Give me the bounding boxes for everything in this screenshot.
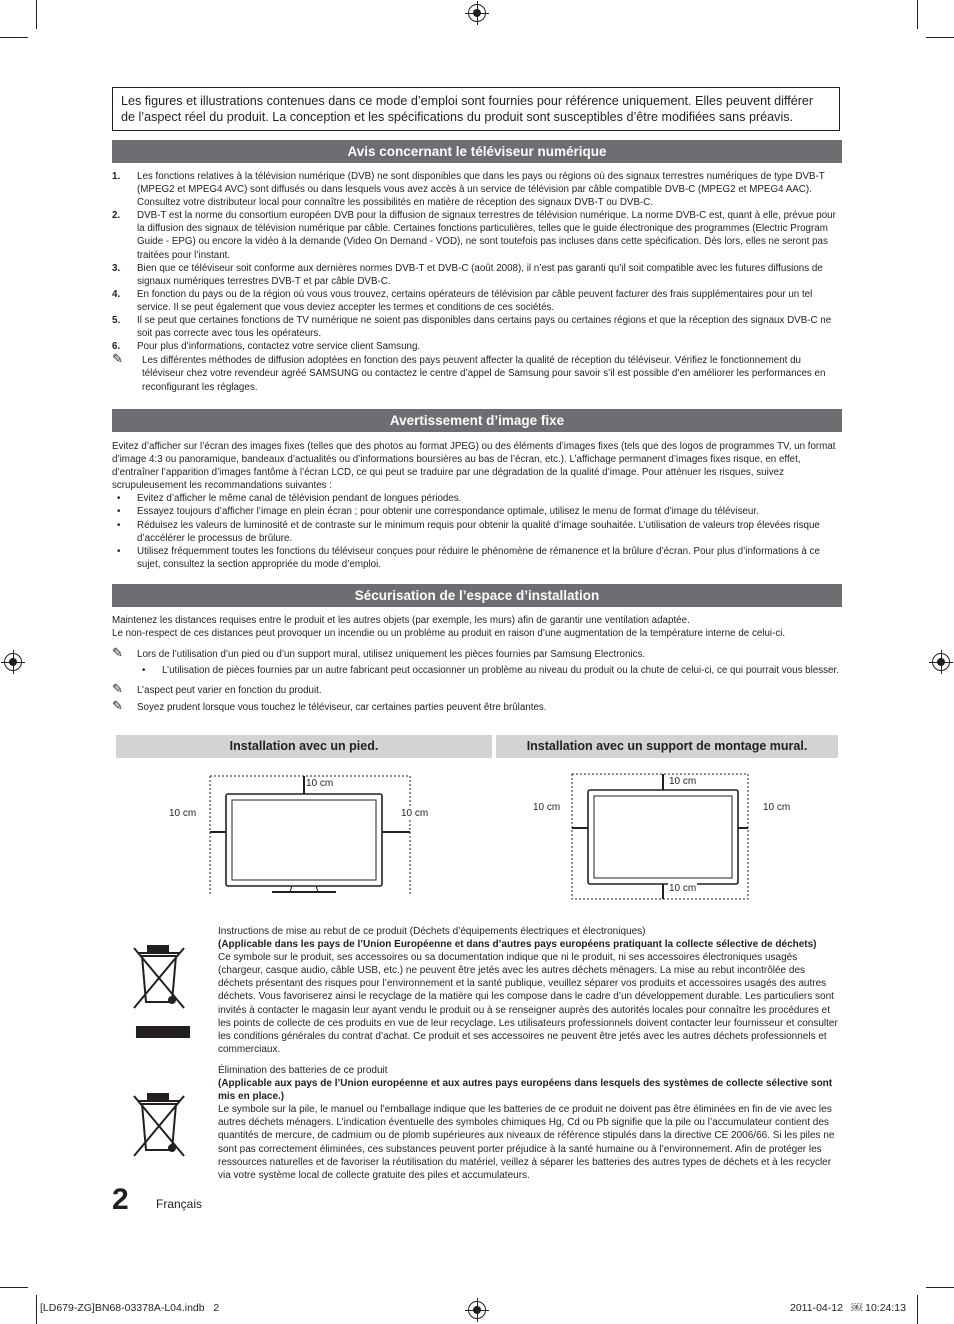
still-image-section: [112, 440, 842, 571]
pencil-note-icon: ✎: [112, 681, 123, 697]
page-language: Français: [156, 1197, 203, 1211]
list-item: • Essayez toujours d’afficher l’image en plein écran ; pour obtenir une correspondance optimale, utilisez le menu de format d’image du téléviseur.: [112, 505, 842, 518]
disclaimer-notice: Les figures et illustrations contenues dans ce mode d’emploi sont fournies pour référence uniquement. Elles peuvent différer de l’aspect réel du produit. La conception et les spécifications du produit sont susceptibles d’être modifiées sans préavis.: [112, 87, 840, 131]
wall-mount-installation-diagram: [530, 768, 800, 904]
registration-mark-icon: [4, 653, 22, 671]
dimension-label-top: 10 cm: [669, 776, 697, 787]
battery-body: Le symbole sur la pile, le manuel ou l’emballage indique que les batteries de ce produit ne doivent pas être éliminées en fin de vie avec les autres déchets ménagers. L’indication éventuelle des symboles chimiques Hg, Cd ou Pb signifie que la pile ou l’accumulateur contient des quantités de mercure, de cadmium ou de plomb supérieures aux niveaux de référence stipulés dans la directive CE 2006/66. Si les piles ne sont pas correctement éliminées, ces substances peuvent porter préjudice à la santé humaine ou à l’environnement. Afin de protéger les ressources naturelles et de favoriser la réutilisation du matériel, veillez à séparer les batteries des autres types de déchets et à les recycler via votre système local de collecte gratuite des piles et accumulateurs.: [218, 1104, 835, 1181]
dimension-label-right: 10 cm: [763, 802, 791, 813]
print-file-name: [LD679-ZG]BN68-03378A-L04.indb 2: [40, 1302, 220, 1314]
crop-mark: [917, 1295, 918, 1324]
dimension-label-left: 10 cm: [169, 808, 197, 819]
crop-mark: [0, 37, 28, 38]
column-header-wall-mount: Installation avec un support de montage mural.: [496, 735, 838, 758]
registration-mark-icon: [932, 653, 950, 671]
installation-intro-2: Le non-respect de ces distances peut provoquer un incendie ou un problème au produit en raison d’une augmentation de la température interne de celui-ci.: [112, 628, 786, 640]
dimension-label-bottom: 10 cm: [669, 883, 697, 894]
note: ✎ Soyez prudent lorsque vous touchez le téléviseur, car certaines parties peuvent être brûlantes.: [112, 698, 547, 714]
note: ✎ Les différentes méthodes de diffusion adoptées en fonction des pays peuvent affecter la qualité de réception du téléviseur. Vérifiez le fonctionnement du téléviseur chez votre revendeur agréé SAMSUNG ou contactez le centre d’appel de Samsung pour savoir s’il est possible d’en améliorer les performances en reconfigurant les réglages.: [112, 351, 826, 393]
digital-tv-section: [112, 170, 842, 394]
crop-mark: [36, 1295, 37, 1324]
print-date: 2011-04-12 ￼ 10:24:13: [790, 1302, 906, 1314]
digital-tv-list: [112, 170, 842, 353]
note: ✎ L’aspect peut varier en fonction du produit.: [112, 681, 322, 697]
list-item: 3. Bien que ce téléviseur soit conforme aux dernières normes DVB-T et DVB-C (août 2008), il n’est pas garanti qu’il soit compatible avec les futures diffusions de signaux numériques terrestres DVB-T et par câble DVB-C.: [112, 262, 823, 287]
list-item: 6. Pour plus d’informations, contactez votre service client Samsung.: [112, 341, 421, 353]
crop-mark: [926, 37, 954, 38]
pencil-note-icon: ✎: [112, 698, 123, 714]
dimension-label-left: 10 cm: [533, 802, 561, 813]
still-image-list: [112, 492, 842, 571]
list-item: • Réduisez les valeurs de luminosité et de contraste sur le minimum requis pour obtenir la qualité d’image souhaitée. L’utilisation de valeurs trop élevées risque d’accélérer le processus de brûlure.: [112, 519, 842, 545]
dimension-label-top: 10 cm: [306, 778, 334, 789]
list-item: • Evitez d’afficher le même canal de télévision pendant de longues périodes.: [112, 492, 842, 505]
crossed-out-bin-icon: [126, 1088, 192, 1168]
registration-mark-icon: [468, 1301, 486, 1319]
weee-subtitle: (Applicable dans les pays de l’Union Européenne et dans d’autres pays européens pratiquant la collecte sélective de déchets): [218, 939, 817, 951]
weee-body: Ce symbole sur le produit, ses accessoires ou sa documentation indique que ni le produit, ni ses accessoires électroniques usagés (chargeur, casque audio, câble USB, etc.) ne peuvent être jetés avec les autres déchets ménagers. La mise au rebut incontrôlée des déchets présentant des risques pour l’environnement et la santé publique, veuillez séparer vos produits et accessoires usagés des autres déchets. Vous favoriserez ainsi le recyclage de la matière qui les compose dans le cadre d’un développement durable. Les particuliers sont invités à contacter le magasin leur ayant vendu le produit ou à se renseigner auprès des autorités locales pour connaître les procédures et les points de collecte de ces produits en vue de leur recyclage. Les utilisateurs professionnels doivent contacter leur fournisseur et consulter les conditions générales du contrat d’achat. Ce produit et ses accessoires ne peuvent être jetés avec les autres déchets professionnels et commerciaux.: [218, 952, 838, 1055]
pencil-note-icon: ✎: [112, 645, 123, 661]
list-item: 4. En fonction du pays ou de la région où vous vous trouvez, certains opérateurs de télévision par câble peuvent facturer des frais supplémentaires pour un tel service. Il se peut également que vous deviez accepter les termes et conditions de ces sociétés.: [112, 288, 813, 313]
section-title-installation: Sécurisation de l’espace d’installation: [112, 584, 842, 607]
note-sublist: [137, 664, 842, 677]
list-item: • Utilisez fréquemment toutes les fonctions du téléviseur conçues pour réduire le phénomène de rémanence et la brûlure d’écran. Pour plus d’informations à ce sujet, consultez la section appropriée du mode d’emploi.: [112, 545, 842, 571]
battery-title: Élimination des batteries de ce produit: [218, 1065, 388, 1076]
weee-title: Instructions de mise au rebut de ce produit (Déchets d’équipements électriques et électroniques): [218, 926, 646, 937]
still-image-intro: Evitez d’afficher sur l’écran des images fixes (telles que des photos au format JPEG) ou des éléments d’images fixes (tels que des logos de programmes TV, un format d’image 4:3 ou panoramique, bandeaux d’actualités ou d’informations boursières au bas de l’écran, etc.). L’affichage permanent d’images fixes risque, en effet, d’entraîner l’apparition d’images fantôme à l’écran LCD, ce qui peut se traduire par une dégradation de la qualité d’image. Pour atténuer les risques, suivez scrupuleusement les recommandations suivantes :: [112, 441, 836, 492]
battery-subtitle: (Applicable aux pays de l’Union européenne et aux autres pays européens dans lesquels des systèmes de collecte sélective sont mis en place.): [218, 1078, 833, 1103]
column-header-stand: Installation avec un pied.: [116, 735, 492, 758]
list-item: 2. DVB-T est la norme du consortium européen DVB pour la diffusion de signaux terrestres de télévision numérique. La norme DVB-C est, quant à elle, prévue pour la diffusion des signaux de télévision numérique par câble. Certaines fonctions particulières, telles que le guide électronique des programmes (Electric Program Guide - EPG) ou encore la vidéo à la demande (Video On Demand - VOD), ne sont toutefois pas incluses dans cette spécification. Dès lors, elles ne seront pas traitées pour l’instant.: [112, 210, 836, 261]
crop-mark: [36, 0, 37, 29]
list-item: 5. Il se peut que certaines fonctions de TV numérique ne soient pas disponibles dans certains pays ou certaines régions et que la réception des signaux DVB-C ne soit pas correcte avec tous les opérateurs.: [112, 315, 832, 340]
dimension-label-right: 10 cm: [401, 808, 429, 819]
note: ✎ Lors de l’utilisation d’un pied ou d’un support mural, utilisez uniquement les pièces fournies par Samsung Electronics.: [112, 645, 646, 661]
crop-mark: [926, 1287, 954, 1288]
section-title-digital-tv: Avis concernant le téléviseur numérique: [112, 140, 842, 163]
crop-mark: [917, 0, 918, 29]
list-item: • L’utilisation de pièces fournies par un autre fabricant peut occasionner un problème au niveau du produit ou la chute de celui-ci, ce qui pourrait vous blesser.: [137, 664, 842, 677]
crop-mark: [0, 1287, 28, 1288]
list-item: 1. Les fonctions relatives à la télévision numérique (DVB) ne sont disponibles que dans les pays ou régions où des signaux terrestres numériques de type DVB-T (MPEG2 et MPEG4 AVC) sont diffusés ou dans lesquels vous avez accès à un service de télévision par câble compatible DVB-C (MPEG2 et MPEG4 AAC). Consultez votre distributeur local pour connaître les possibilités en matière de réception des signaux DVB-T ou DVB-C.: [112, 171, 825, 209]
installation-section: [112, 614, 842, 715]
registration-mark-icon: [468, 4, 486, 22]
page-number: 2: [112, 1183, 129, 1216]
weee-disposal-text: [218, 925, 842, 1056]
pencil-note-icon: ✎: [112, 351, 123, 367]
battery-disposal-text: [218, 1064, 842, 1182]
installation-intro-1: Maintenez les distances requises entre le produit et les autres objets (par exemple, les murs) afin de garantir une ventilation adaptée.: [112, 615, 690, 626]
section-title-still-image: Avertissement d’image fixe: [112, 409, 842, 432]
crossed-out-bin-icon: [126, 940, 192, 1040]
